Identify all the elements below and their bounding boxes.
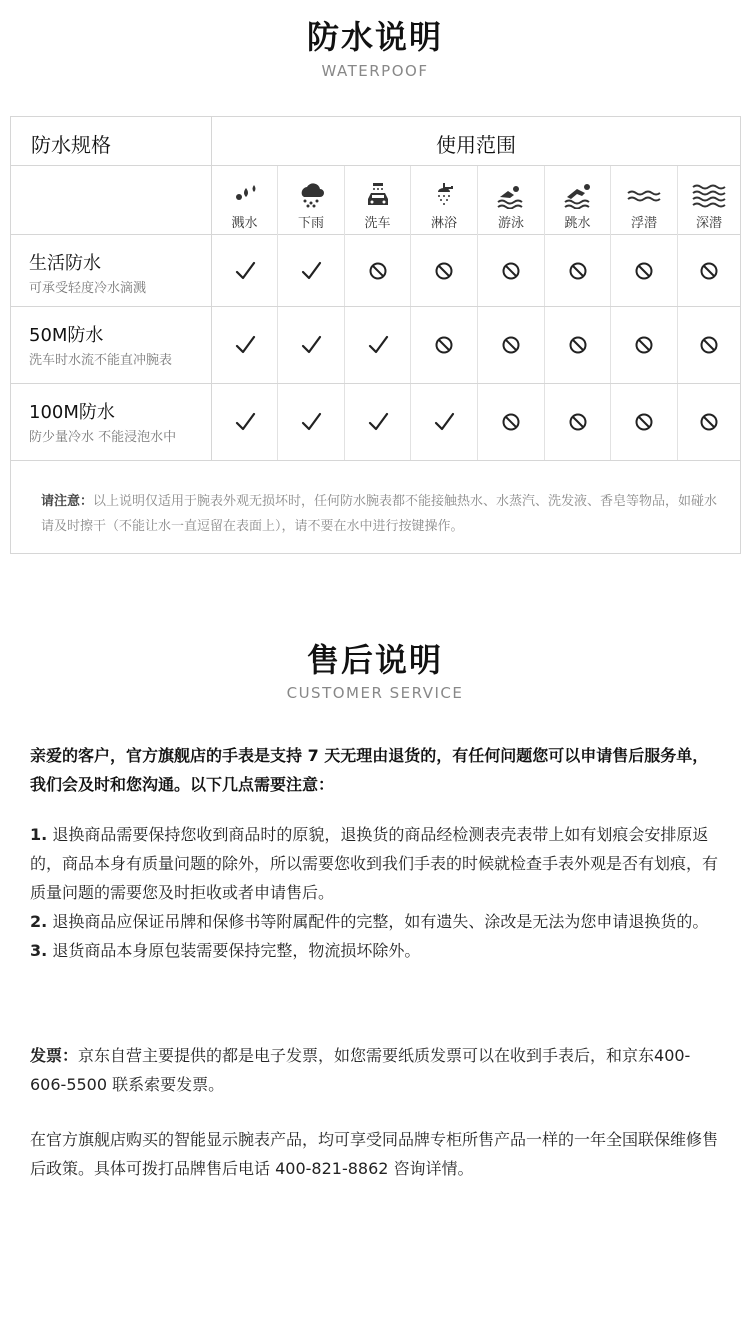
aftersales-subtitle: CUSTOMER SERVICE	[286, 684, 464, 702]
scenario-cell	[678, 166, 740, 235]
waterproof-title: 防水说明	[306, 18, 443, 56]
list-item-text: 退换商品需要保持您收到商品时的原貌，退换货的商品经检测表壳表带上如有划痕会安排原返的，商品本身有质量问题的除外，所以需要您收到我们手表的时候就检查手表外观是否有划痕，有质量问题的需要您及时拒收或者申请售后。	[30, 825, 719, 902]
invoice-paragraph	[30, 1041, 724, 1099]
spec-desc: 防少量冷水 不能浸泡水中	[29, 430, 177, 445]
scenario-cell	[478, 166, 545, 235]
prohibited-icon	[568, 335, 588, 355]
scenario-cell	[212, 166, 278, 235]
supported-cell	[345, 307, 411, 383]
checkmark-icon	[300, 260, 322, 282]
scenario-icon-row	[11, 166, 740, 235]
list-item-text: 退货商品本身原包装需要保持完整，物流损坏除外。	[52, 941, 421, 960]
prohibited-icon	[501, 261, 521, 281]
unsupported-cell	[411, 307, 478, 383]
scenario-label: 浮潜	[630, 216, 657, 231]
supported-cell	[212, 307, 278, 383]
aftersales-list	[30, 820, 724, 965]
table-row	[11, 307, 740, 384]
supported-cell	[345, 384, 411, 460]
table-header-row	[11, 117, 740, 166]
checkmark-icon	[234, 260, 256, 282]
checkmark-icon	[433, 411, 455, 433]
prohibited-icon	[501, 335, 521, 355]
scenario-label: 下雨	[297, 216, 324, 231]
unsupported-cell	[678, 307, 740, 383]
list-item-number: 2.	[30, 912, 48, 931]
supported-cell	[278, 307, 345, 383]
supported-cell	[212, 384, 278, 460]
spec-name: 生活防水	[29, 253, 101, 274]
aftersales-intro: 亲爱的客户，官方旗舰店的手表是支持 7 天无理由退货的，有任何问题您可以申请售后服务单，我们会及时和您沟通。以下几点需要注意：	[30, 746, 709, 794]
prohibited-icon	[568, 412, 588, 432]
unsupported-cell	[611, 384, 678, 460]
shower-icon	[429, 181, 459, 209]
unsupported-cell	[478, 384, 545, 460]
waterproof-note	[41, 489, 721, 539]
unsupported-cell	[611, 307, 678, 383]
invoice-label: 发票：	[30, 1046, 79, 1065]
spec-name: 50M防水	[29, 325, 104, 346]
note-text: 以上说明仅适用于腕表外观无损坏时，任何防水腕表都不能接触热水、水蒸汽、洗发液、香皂等物品，如碰水请及时擦干（不能让水一直逗留在表面上），请不要在水中进行按键操作。	[41, 494, 718, 534]
spec-desc: 洗车时水流不能直冲腕表	[29, 353, 173, 368]
table-row	[11, 235, 740, 307]
unsupported-cell	[478, 235, 545, 306]
spec-cell	[11, 384, 212, 460]
scenario-cell	[278, 166, 345, 235]
scenario-cell	[545, 166, 611, 235]
list-item	[30, 820, 724, 907]
unsupported-cell	[611, 235, 678, 306]
prohibited-icon	[368, 261, 388, 281]
prohibited-icon	[699, 335, 719, 355]
table-row	[11, 384, 740, 461]
supported-cell	[212, 235, 278, 306]
checkmark-icon	[367, 411, 389, 433]
prohibited-icon	[634, 335, 654, 355]
car-wash-icon	[363, 181, 393, 209]
list-item	[30, 936, 724, 965]
supported-cell	[278, 384, 345, 460]
list-item-number: 1.	[30, 825, 48, 844]
prohibited-icon	[434, 261, 454, 281]
unsupported-cell	[545, 384, 611, 460]
unsupported-cell	[545, 307, 611, 383]
note-label: 请注意：	[41, 494, 94, 509]
spec-name: 100M防水	[29, 402, 115, 423]
prohibited-icon	[568, 261, 588, 281]
prohibited-icon	[699, 261, 719, 281]
checkmark-icon	[367, 334, 389, 356]
supported-cell	[278, 235, 345, 306]
invoice-text: 京东自营主要提供的都是电子发票，如您需要纸质发票可以在收到手表后，和京东400-606-5500 联系索要发票。	[30, 1046, 691, 1094]
swimming-icon	[496, 181, 526, 209]
checkmark-icon	[234, 411, 256, 433]
scenario-label: 深潜	[695, 216, 722, 231]
waterproof-table	[10, 116, 741, 554]
supported-cell	[411, 384, 478, 460]
prohibited-icon	[501, 412, 521, 432]
spec-header-cell	[11, 117, 212, 165]
scenario-label: 游泳	[497, 216, 524, 231]
snorkel-waves-icon	[626, 181, 662, 209]
checkmark-icon	[300, 334, 322, 356]
prohibited-icon	[634, 261, 654, 281]
unsupported-cell	[411, 235, 478, 306]
empty-corner-cell	[11, 166, 212, 234]
warranty-paragraph: 在官方旗舰店购买的智能显示腕表产品，均可享受同品牌专柜所售产品一样的一年全国联保维修售后政策。具体可拨打品牌售后电话 400-821-8862 咨询详情。	[30, 1130, 719, 1178]
scenario-cell	[411, 166, 478, 235]
scenario-label: 洗车	[364, 216, 391, 231]
prohibited-icon	[699, 412, 719, 432]
unsupported-cell	[678, 384, 740, 460]
prohibited-icon	[634, 412, 654, 432]
spec-cell	[11, 235, 212, 306]
unsupported-cell	[345, 235, 411, 306]
prohibited-icon	[434, 335, 454, 355]
checkmark-icon	[234, 334, 256, 356]
spec-cell	[11, 307, 212, 383]
scenario-label: 淋浴	[430, 216, 457, 231]
range-header-label: 使用范围	[436, 133, 516, 157]
diving-icon	[563, 181, 593, 209]
unsupported-cell	[478, 307, 545, 383]
unsupported-cell	[678, 235, 740, 306]
scenario-label: 溅水	[231, 216, 258, 231]
deep-dive-waves-icon	[691, 181, 727, 209]
aftersales-title: 售后说明	[306, 641, 443, 679]
waterproof-subtitle: WATERPOOF	[321, 62, 429, 80]
checkmark-icon	[300, 411, 322, 433]
rain-cloud-icon	[296, 181, 326, 209]
spec-desc: 可承受轻度冷水滴溅	[29, 281, 147, 296]
list-item-number: 3.	[30, 941, 48, 960]
spec-header-label: 防水规格	[31, 133, 111, 157]
scenario-cell	[345, 166, 411, 235]
unsupported-cell	[545, 235, 611, 306]
scenario-cell	[611, 166, 678, 235]
splash-icon	[230, 181, 260, 209]
scenario-label: 跳水	[564, 216, 591, 231]
list-item	[30, 907, 724, 936]
list-item-text: 退换商品应保证吊牌和保修书等附属配件的完整，如有遗失、涂改是无法为您申请退换货的。	[52, 912, 709, 931]
